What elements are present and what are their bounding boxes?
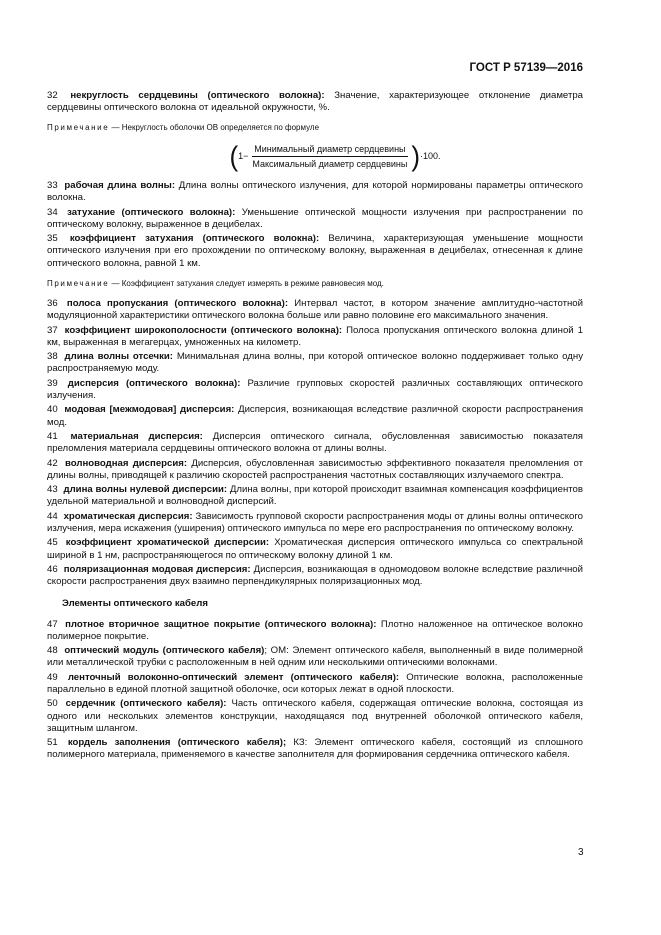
page-number: 3	[578, 847, 584, 858]
entry-number: 49	[47, 671, 58, 683]
entry-definition: Длина волны, при которой происходит взаимная компенсация коэффициентов удельной материальной и волноводной дисперсий.	[47, 484, 583, 508]
term-entry	[47, 431, 583, 455]
formula-times: ·100.	[420, 151, 441, 162]
entry-number: 51	[47, 737, 58, 749]
entry-definition: Дисперсия, возникающая в одномодовом волокне вследствие различной скорости распространения двух взаимно перпендикулярных поляризационных мод.	[47, 563, 583, 588]
term-entry	[47, 511, 583, 535]
entry-term: сердечник (оптического кабеля):	[65, 698, 227, 710]
term-entry	[47, 458, 583, 482]
term-entry	[47, 672, 583, 696]
note-label: Примечание	[47, 123, 110, 133]
entry-term: кордель заполнения (оптического кабеля);	[67, 737, 287, 749]
formula-fraction	[250, 143, 409, 170]
term-entry	[47, 698, 583, 735]
entry-number: 43	[47, 484, 58, 496]
entry-term: хроматическая дисперсия:	[63, 510, 193, 522]
nonroundness-formula	[87, 140, 583, 173]
term-entry	[47, 233, 583, 270]
formula-denominator: Максимальный диаметр сердцевины	[252, 158, 408, 169]
entry-definition: Длина волны оптического излучения, для которой нормированы параметры оптического волокна.	[47, 180, 583, 204]
entry-number: 36	[47, 298, 58, 310]
entry-definition: Дисперсия оптического сигнала, обусловленная зависимостью показателя преломления материала сердцевины оптического волокна от длины волны.	[47, 430, 583, 455]
entry-term: оптический модуль (оптического кабеля)	[64, 645, 265, 657]
note-nonroundness	[47, 122, 583, 134]
entry-number: 48	[47, 645, 58, 657]
term-entry	[47, 207, 583, 231]
term-entry	[47, 537, 583, 561]
section-heading: Элементы оптического кабеля	[62, 598, 208, 610]
entry-term: коэффициент широкополосности (оптического волокна):	[64, 324, 343, 336]
term-entry	[47, 737, 583, 761]
entry-definition: Часть оптического кабеля, содержащая оптические волокна, состоящая из одного или нескольких элементов конструкции, находящаяся под внутренней оболочкой оптического кабеля, защитным шлангом.	[47, 698, 583, 734]
entry-definition: Дисперсия, обусловленная зависимостью эффективного показателя преломления от длины волны, приводящей к различию скоростей распространения частотных составляющих излучаемого спектра.	[47, 457, 583, 481]
entry-definition: Плотно наложенное на оптическое волокно полимерное покрытие.	[47, 618, 584, 642]
entry-definition: Оптические волокна, расположенные параллельно в единой плотной защитной оболочке, оси которых лежат в одной плоскости.	[47, 671, 583, 695]
entry-definition: КЗ: Элемент оптического кабеля, состоящий из сплошного полимерного материала, применяемого в качестве заполнителя для формирования сердечника оптического кабеля.	[47, 737, 583, 761]
formula-one-minus: 1−	[238, 151, 249, 162]
term-entry	[47, 564, 583, 588]
entry-term: коэффициент затухания (оптического волокна):	[69, 233, 320, 245]
note-label: Примечание	[47, 278, 110, 288]
entry-number: 39	[47, 377, 58, 389]
term-entry	[47, 180, 583, 204]
entry-number: 32	[47, 90, 58, 101]
entry-definition: Уменьшение оптической мощности излучения при распространении по оптическому волокну, выраженное в децибелах.	[47, 206, 583, 230]
term-entry	[47, 90, 583, 114]
entry-term: полоса пропускания (оптического волокна):	[66, 298, 289, 310]
entry-term: длина волны отсечки:	[64, 351, 173, 363]
entry-definition: Величина, характеризующая уменьшение мощности оптического излучения при его прохождении по оптическому волокну, выраженная в децибелах, отнесенная к длине оптического волокна, равной 1 км.	[47, 233, 583, 269]
entry-term: плотное вторичное защитное покрытие (оптического волокна):	[65, 618, 377, 630]
entry-definition: Хроматическая дисперсия оптического импульса со спектральной шириной в 1 нм, распространяющегося по оптическому волокну длиной 1 км.	[47, 537, 584, 561]
document-header: ГОСТ Р 57139—2016	[469, 62, 583, 74]
entries-group-c	[47, 298, 583, 588]
entry-number: 41	[47, 430, 58, 442]
term-entry	[47, 378, 583, 402]
term-entry	[47, 619, 583, 643]
entry-number: 34	[47, 206, 58, 218]
entry-number: 37	[47, 324, 58, 336]
entry-term: ленточный волоконно-оптический элемент (оптического кабеля):	[67, 671, 400, 683]
entry-term: модовая [межмодовая] дисперсия:	[64, 404, 235, 416]
entry-definition: Значение, характеризующее отклонение диаметра сердцевины оптического волокна от идеальной окружности, %.	[47, 90, 584, 114]
entry-definition: Интервал частот, в котором значение амплитудно-частотной модуляционной характеристики оптического волокна больше или равно половине его максимального значения.	[47, 298, 583, 322]
entry-term: некруглость сердцевины (оптического волокна):	[70, 90, 325, 101]
entry-term: материальная дисперсия:	[70, 430, 203, 442]
entry-term: коэффициент хроматической дисперсии:	[65, 537, 270, 549]
term-entry	[47, 325, 583, 349]
entry-term: дисперсия (оптического волокна):	[67, 377, 241, 389]
entry-term: волноводная дисперсия:	[64, 457, 188, 469]
entries-group-b	[47, 180, 583, 270]
term-entry	[47, 351, 583, 375]
term-entry	[47, 298, 583, 322]
formula-left-paren: (	[229, 140, 239, 173]
document-body	[47, 90, 583, 764]
entry-term: затухание (оптического волокна):	[67, 206, 236, 218]
entry-definition: Дисперсия, возникающая вследствие различной скорости распространения мод.	[47, 404, 584, 428]
note-text: — Коэффициент затухания следует измерять в режиме равновесия мод.	[111, 278, 384, 288]
entry-number: 46	[47, 563, 58, 575]
entry-definition: Различие групповых скоростей различных составляющих оптического излучения.	[47, 377, 584, 401]
entry-term: длина волны нулевой дисперсии:	[63, 484, 228, 496]
entry-definition: ; ОМ: Элемент оптического кабеля, выполненный в виде полимерной или металлической трубки с расположенным в ней одним или несколькими оптическими волокнами.	[47, 645, 583, 669]
entry-number: 38	[47, 351, 58, 363]
entry-number: 44	[47, 510, 58, 522]
entries-group-a	[47, 90, 583, 114]
formula-numerator: Минимальный диаметр сердцевины	[252, 143, 407, 157]
entry-number: 42	[47, 457, 58, 469]
entry-definition: Полоса пропускания оптического волокна длиной 1 км, выраженная в мегагерцах, умноженных на километр.	[47, 324, 583, 348]
formula-right-paren: )	[411, 140, 421, 173]
entry-term: поляризационная модовая дисперсия:	[63, 563, 251, 575]
entry-number: 35	[47, 233, 58, 245]
entry-number: 45	[47, 537, 58, 549]
entries-group-d	[47, 619, 583, 762]
entry-term: рабочая длина волны:	[64, 180, 176, 192]
entry-number: 50	[47, 698, 58, 710]
term-entry	[47, 404, 583, 428]
entry-number: 47	[47, 618, 58, 630]
note-attenuation	[47, 278, 583, 290]
entry-definition: Зависимость групповой скорости распространения моды от длины волны оптического излучения, мера искажения (уширения) оптического импульса по мере его распространения по оптическому волокну.	[47, 510, 584, 534]
term-entry	[47, 645, 583, 669]
entry-definition: Минимальная длина волны, при которой оптическое волокно поддерживает только одну распространяемую моду.	[47, 351, 583, 375]
note-text: — Некруглость оболочки ОВ определяется по формуле	[111, 123, 320, 133]
entry-number: 40	[47, 404, 58, 416]
entry-number: 33	[47, 180, 58, 192]
term-entry	[47, 484, 583, 508]
